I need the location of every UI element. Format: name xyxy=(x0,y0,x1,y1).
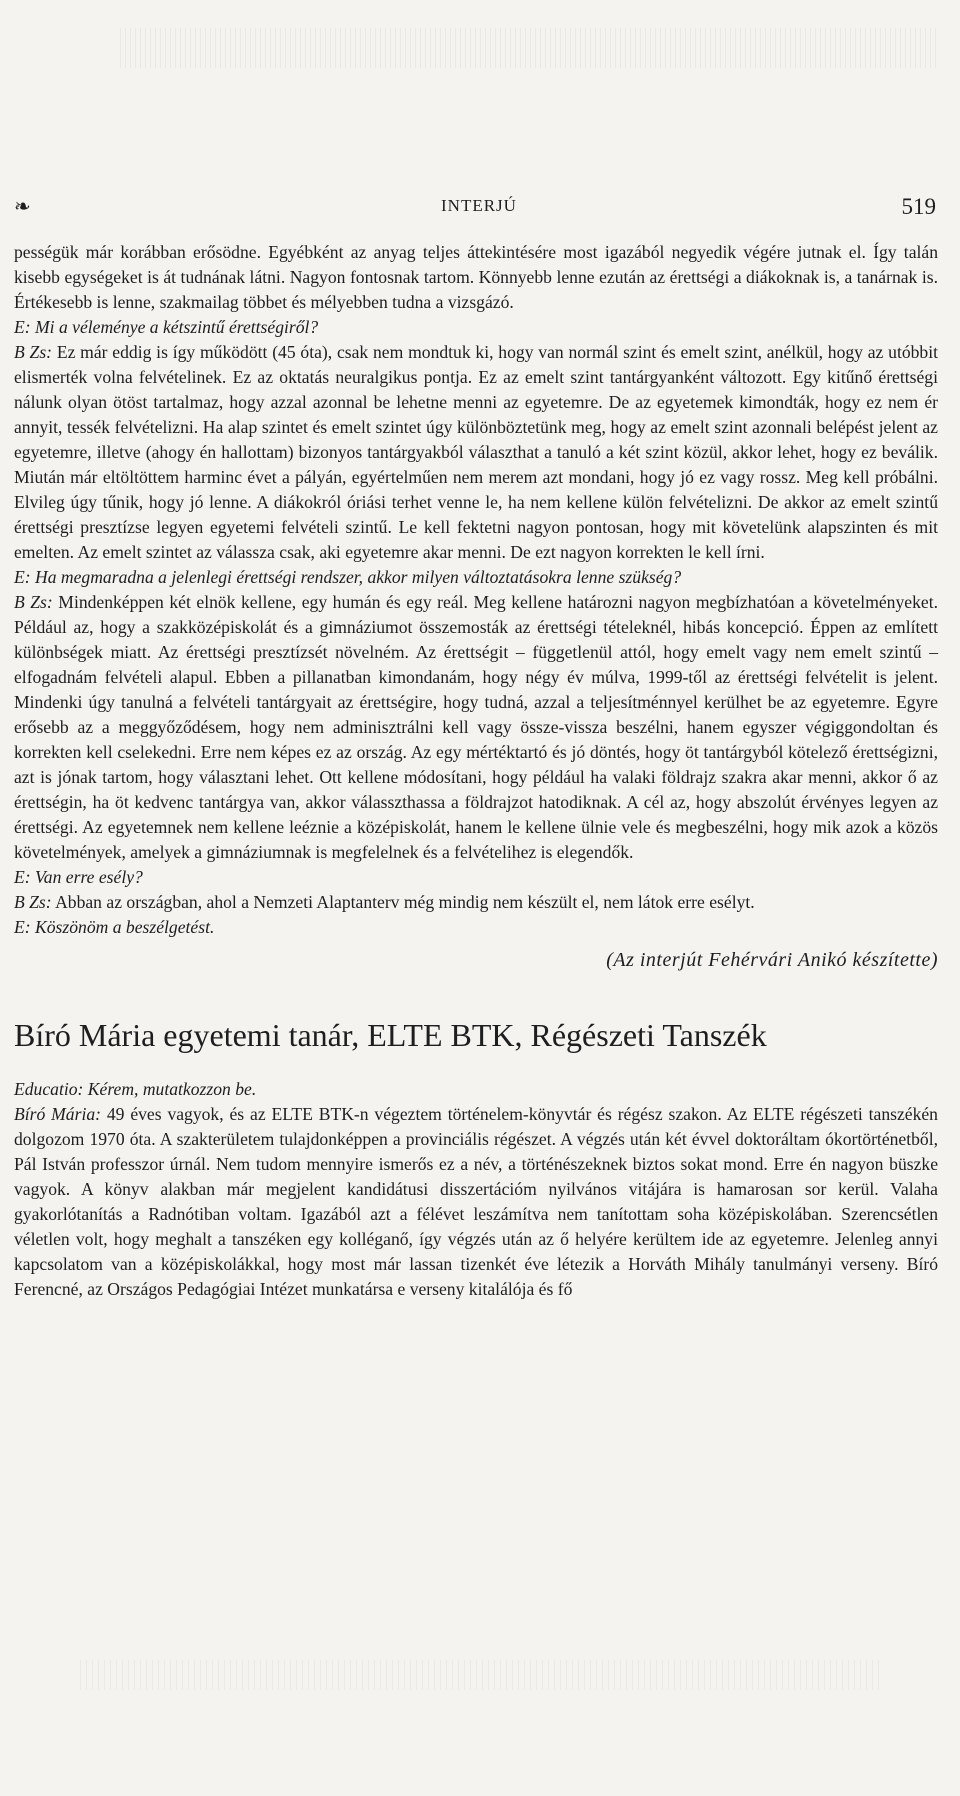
speaker-label: B Zs: xyxy=(14,592,53,612)
question-text: Kérem, mutatkozzon be. xyxy=(87,1079,257,1099)
question-text: Köszönöm a beszélgetést. xyxy=(35,917,215,937)
speaker-label: Bíró Mária: xyxy=(14,1104,101,1124)
section-heading: Bíró Mária egyetemi tanár, ELTE BTK, Régészeti Tanszék xyxy=(14,1017,767,1053)
scan-noise-bottom xyxy=(80,1660,880,1690)
paragraph: pességük már korábban erősödne. Egyébként az anyag teljes áttekintésére most igazából negyedik végére jutnak el. Így talán kisebb egységeket is át tudnának látni. Nagyon fontosnak tartom. Könnyebb lenne ezután az érettségi a diákoknak is, a tanárnak is. Értékesebb is lenne, szakmailag többet és mélyebben tudna a vizsgázó. xyxy=(14,242,938,312)
answer-paragraph xyxy=(14,340,938,565)
question-paragraph xyxy=(14,1077,938,1102)
speaker-label: E: xyxy=(14,317,31,337)
question-paragraph xyxy=(14,915,938,940)
interview-credit: (Az interjút Fehérvári Anikó készítette) xyxy=(606,949,938,971)
speaker-label: B Zs: xyxy=(14,892,52,912)
speaker-label: E: xyxy=(14,567,31,587)
scan-noise-top xyxy=(120,28,940,68)
running-title: INTERJÚ xyxy=(441,196,517,215)
answer-text: Ez már eddig is így működött (45 óta), csak nem mondtuk ki, hogy van normál szint és emelt szint, anélkül, hogy az utóbbit elismerték volna felvételinek. Ez az oktatás neuralgikus pontja. Ez az emelt szint tantárgyanként változott. Egy kitűnő érettségi nálunk olyan ötöst tartalmaz, hogy azzal azonnal be lehetne menni az egyetemre. De az egyetemek kimondták, hogy ez nem ér annyit, tessék felvételizni. Ha alap szintet és emelt szintet úgy különböztetünk meg, hogy az emelt szint azonnali belépést jelent az egyetemre, illetve (ahogy én hallottam) bizonyos tantárgyakból választhat a tanuló a két szint közül, akkor lehet, hogy ez beválik. Miután már eltöltöttem harminc évet a pályán, egyértelműen nem merem azt mondani, hogy jó ez vagy rossz. Meg kell próbálni. Elvileg úgy tűnik, hogy jó lenne. A diákokról óriási terhet venne le, ha nem kellene külön felvételizni. De akkor az emelt szintű érettségi presztízse legyen egyetemi felvételi szintű. Le kell fektetni nagyon pontosan, hogy mit követelünk alapszinten és mit emelten. Az emelt szintet az válassza csak, aki egyetemre akar menni. De ezt nagyon korrekten le kell írni. xyxy=(14,342,938,562)
speaker-label: E: xyxy=(14,917,31,937)
answer-text: Abban az országban, ahol a Nemzeti Alaptanterv még mindig nem készült el, nem látok erre esélyt. xyxy=(55,892,755,912)
speaker-label: E: xyxy=(14,867,31,887)
question-paragraph xyxy=(14,315,938,340)
question-text: Mi a véleménye a kétszintű érettségiről? xyxy=(35,317,319,337)
question-paragraph xyxy=(14,565,938,590)
page-number: 519 xyxy=(901,194,936,219)
question-text: Ha megmaradna a jelenlegi érettségi rendszer, akkor milyen változtatásokra lenne szükség? xyxy=(35,567,682,587)
question-paragraph xyxy=(14,865,938,890)
answer-paragraph xyxy=(14,590,938,865)
answer-paragraph xyxy=(14,890,938,915)
body-text xyxy=(14,240,938,1302)
answer-text: Mindenképpen két elnök kellene, egy humán és egy reál. Meg kellene határozni nagyon megbízhatóan a követelményeket. Például az, hogy a szakközépiskolát és a gimnáziumot összemosták az érettségi tételeknél, hibás koncepció. Éppen az említett különbségek miatt. Az érettségi presztízsét növelném. Az érettségit – függetlenül attól, hogy emelt vagy nem emelt szintű – elfogadnám felvételi alapul. Ebben a pillanatban kimondanám, hogy négy év múlva, 1999-től az érettségi felvételit is jelent. Mindenki úgy tanulná a felvételi tantárgyait az érettségire, hogy tudná, azzal a teljesítménnyel kerülhet be az egyetemre. Egyre erősebb az a meggyőződésem, hogy nem adminisztrálni kell vagy össze-vissza beszélni, hanem egyszer végiggondoltan és korrekten kell cselekedni. Erre nem képes ez az ország. Az egy mértéktartó és jó döntés, hogy öt tantárgyból kötelező érettségizni, azt is jónak tartom, hogy választani lehet. Ott kellene módosítani, hogy például ha valaki földrajz szakra akar menni, akkor ő az érettségin, ha öt kedvenc tantárgya van, akkor válasszthassa a földrajzot hatodiknak. A cél az, hogy abszolút érvényes legyen az érettségi. Az egyetemnek nem kellene leéznie a középiskolát, hanem le kellene ülnie vele és megbeszélni, hogy mik azok a közös követelmények, amelyek a gimnáziumnak is megfelelnek és a felvételihez is elegendők. xyxy=(14,592,938,862)
speaker-label: B Zs: xyxy=(14,342,53,362)
answer-text: 49 éves vagyok, és az ELTE BTK-n végeztem történelem-könyvtár és régész szakon. Az ELTE régészeti tanszékén dolgozom 1970 óta. A szakterületem tulajdonképpen a provinciális régészet. A végzés után két évvel doktoráltam ókortörténetből, Pál István professzor úrnál. Nem tudom mennyire ismerős ez a név, a történészeknek biztos sokat mond. Erre én nagyon büszke vagyok. A könyv alakban már megjelent kandidátusi disszertációm nyilvános vitájára is hamarosan sor kerül. Valaha gyakorlótanítás a Radnótiban voltam. Igazából azt a félévet leszámítva nem tanítottam soha középiskolában. Szerencsétlen véletlen volt, hogy meghalt a tanszéken egy kolléganő, így végzés után az ő helyére kerültem ide az egyetemre. Jelenleg annyi kapcsolatom van a középiskolákkal, hogy most már lassan tizenkét éve létezik a Horváth Mihály tanulmányi verseny. Bíró Ferencné, az Országos Pedagógiai Intézet munkatársa e verseny kitalálója és fő xyxy=(14,1104,938,1299)
answer-paragraph xyxy=(14,1102,938,1302)
page-header xyxy=(14,194,944,226)
question-text: Van erre esély? xyxy=(35,867,143,887)
ornament-icon: ❧ xyxy=(14,196,31,218)
speaker-label: Educatio: xyxy=(14,1079,84,1099)
